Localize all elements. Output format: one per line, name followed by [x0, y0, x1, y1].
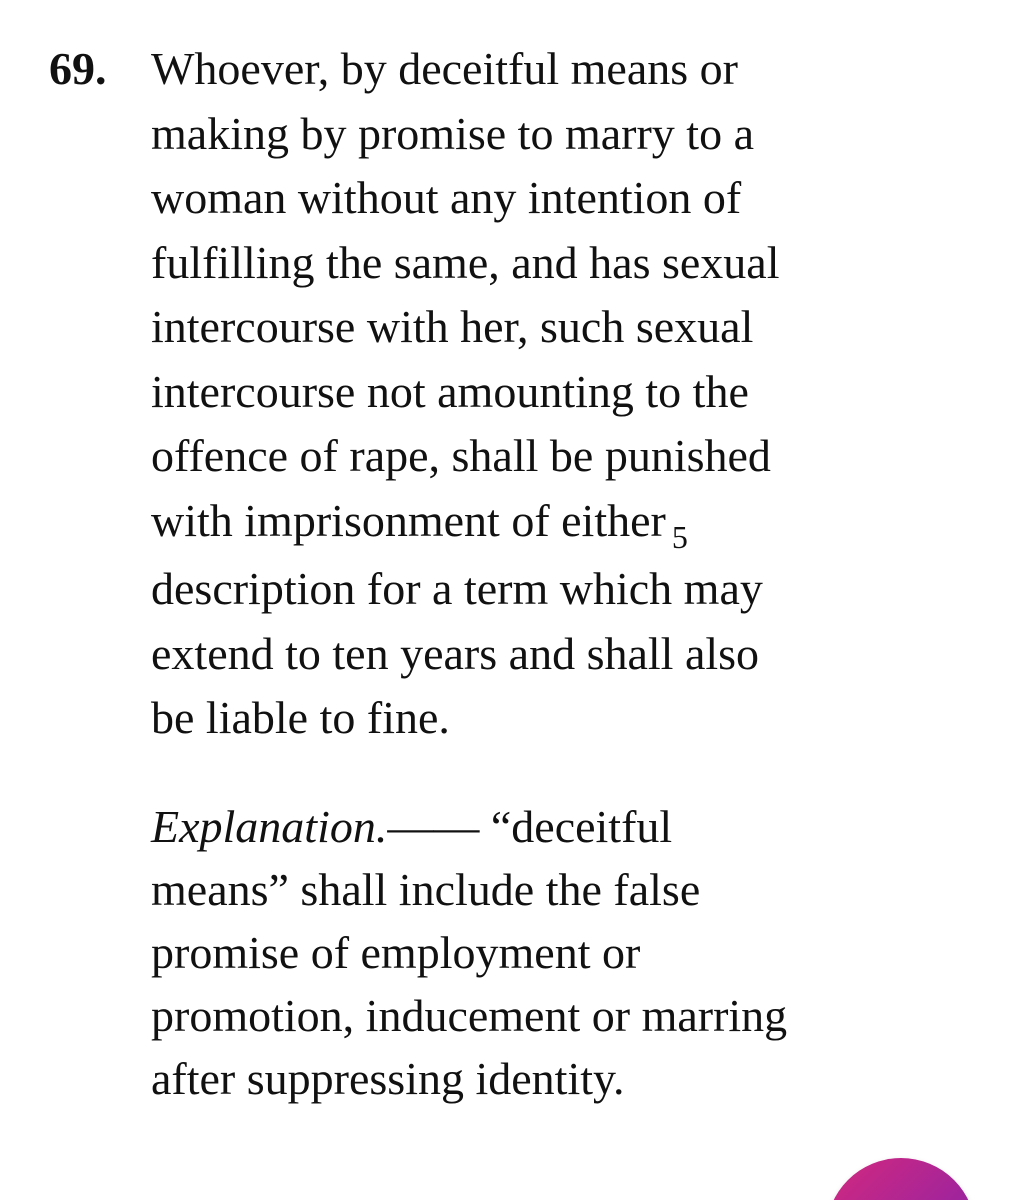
section-line: intercourse with her, such sexual: [151, 301, 754, 352]
explanation-line: promise of employment or: [151, 927, 641, 978]
section-line: fulfilling the same, and has sexual: [151, 236, 780, 288]
explanation-line: means” shall include the false: [151, 864, 701, 915]
section-line: be liable to fine.: [151, 692, 450, 743]
explanation-text: [151, 795, 1001, 1110]
section-line: intercourse not amounting to the: [151, 365, 749, 417]
explanation-line: promotion, inducement or marring: [151, 990, 788, 1041]
explanation-line: “deceitful: [490, 801, 673, 852]
explanation-dash: ——: [387, 801, 480, 852]
margin-line-number: 5: [671, 518, 688, 555]
section-line: woman without any intention of: [151, 172, 742, 223]
explanation-label: Explanation.: [151, 801, 388, 852]
section-line: making by promise to marry to a: [151, 107, 754, 159]
section-line: offence of rape, shall be punished: [151, 430, 771, 481]
floating-action-button[interactable]: [826, 1158, 976, 1200]
section-line: description for a term which may: [151, 563, 763, 614]
section-text: [151, 37, 1001, 751]
explanation-first-line: [151, 795, 1001, 858]
section-line: Whoever, by deceitful means or: [151, 43, 738, 94]
section-line: with imprisonment of either: [151, 494, 666, 546]
section-line-with-marker: [151, 489, 1001, 558]
section-number: 69.: [49, 43, 107, 94]
section-line: extend to ten years and shall also: [151, 627, 760, 679]
explanation-line: after suppressing identity.: [151, 1053, 625, 1104]
